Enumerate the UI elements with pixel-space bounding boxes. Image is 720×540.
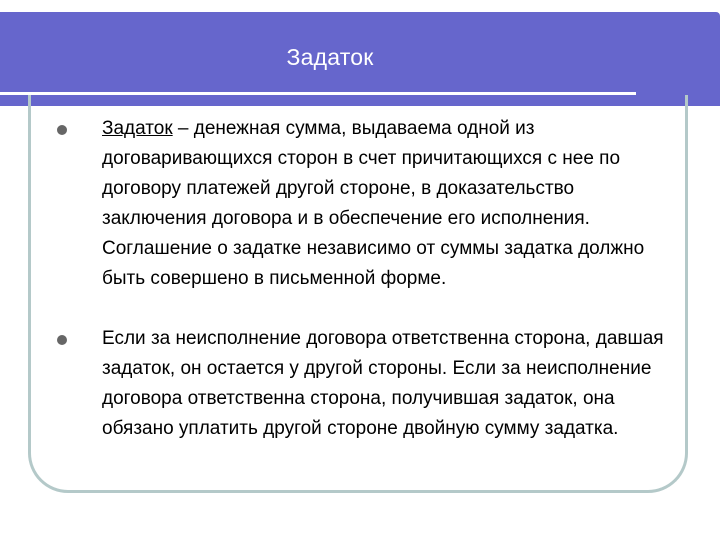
bullet-text-2: Если за неисполнение договора ответственна сторона, давшая задаток, он остается у другой стороны. Если за неисполнение договора ответственна сторона, получившая задаток, она обязано уплатить другой стороне двойную сумму задатка.	[102, 328, 664, 439]
bullet-dot-icon	[57, 335, 67, 345]
bullet-dot-icon	[57, 125, 67, 135]
definition-text: – денежная сумма, выдаваема одной из договаривающихся сторон в счет причитающихся с нее по договору платежей другой стороне, в доказательство заключения договора и в обеспечение его исполнения. Соглашение о задатке независимо от суммы задатка должно быть совершено в письменной форме.	[102, 118, 645, 289]
bullet-text-1	[102, 114, 682, 294]
slide-title: Задаток	[286, 44, 374, 70]
term-zadatok: Задаток	[102, 118, 173, 139]
